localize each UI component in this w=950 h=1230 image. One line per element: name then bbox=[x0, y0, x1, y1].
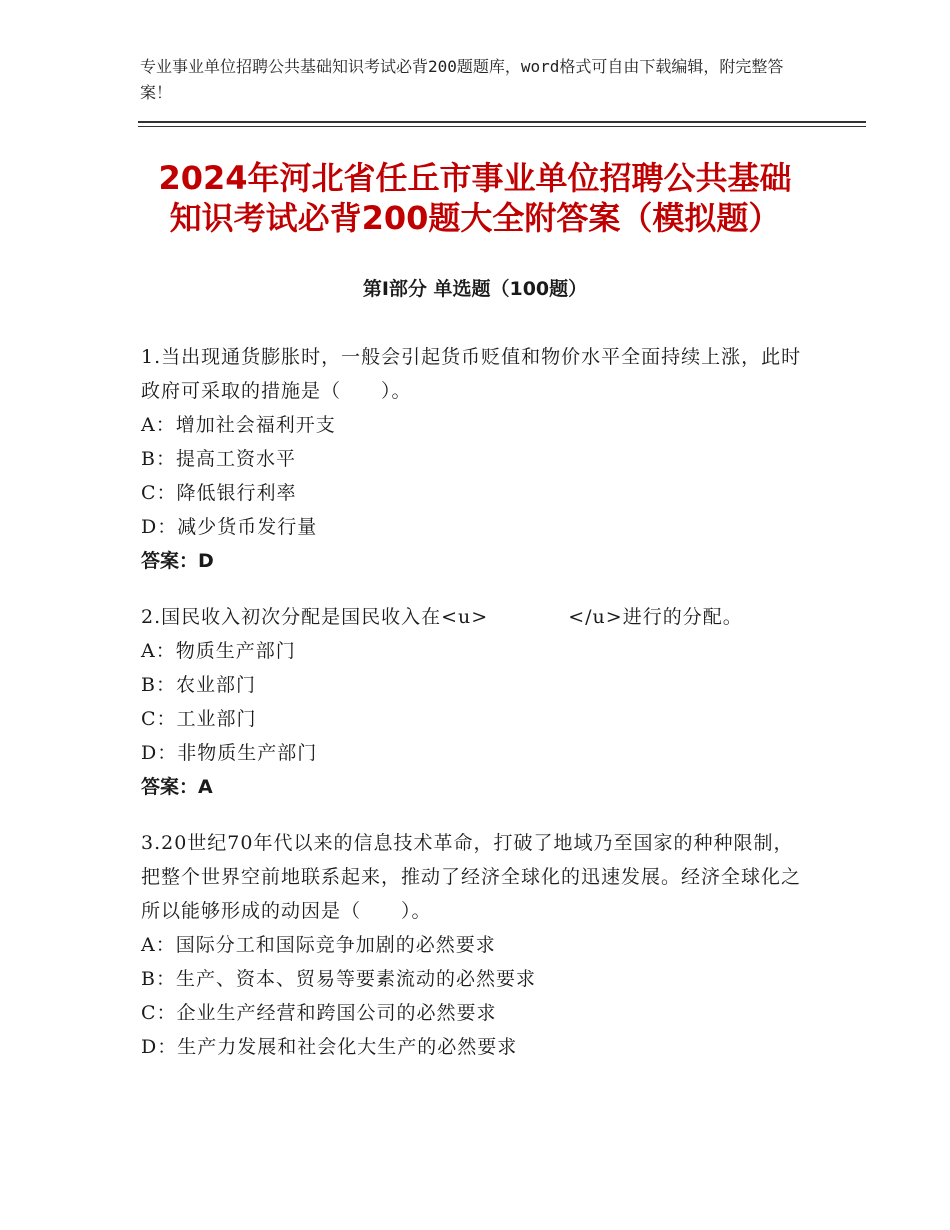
question-list bbox=[141, 340, 811, 1086]
option-a: A：增加社会福利开支 bbox=[141, 414, 336, 436]
question-stem: 1.当出现通货膨胀时，一般会引起货币贬值和物价水平全面持续上涨，此时政府可采取的措施是（ ）。 bbox=[141, 346, 802, 402]
option-d: D：减少货币发行量 bbox=[141, 516, 318, 538]
answer-label: 答案：A bbox=[141, 776, 213, 798]
question-2 bbox=[141, 600, 811, 804]
answer-label: 答案：D bbox=[141, 550, 214, 572]
option-c: C：降低银行利率 bbox=[141, 482, 297, 504]
option-d: D：生产力发展和社会化大生产的必然要求 bbox=[141, 1036, 518, 1058]
option-d: D：非物质生产部门 bbox=[141, 742, 318, 764]
section-title: 第Ⅰ部分 单选题（100题） bbox=[362, 278, 588, 300]
question-stem bbox=[141, 600, 811, 634]
question-1 bbox=[141, 340, 811, 578]
header-divider-thin bbox=[138, 126, 866, 127]
option-a: A：物质生产部门 bbox=[141, 640, 296, 662]
option-c: C：工业部门 bbox=[141, 708, 257, 730]
title-line-1: 2024年河北省任丘市事业单位招聘公共基础 bbox=[158, 159, 792, 197]
question-3 bbox=[141, 826, 811, 1064]
option-a: A：国际分工和国际竞争加剧的必然要求 bbox=[141, 934, 496, 956]
document-title bbox=[100, 158, 850, 238]
option-c: C：企业生产经营和跨国公司的必然要求 bbox=[141, 1002, 497, 1024]
header-divider bbox=[138, 121, 866, 123]
stem-before-blank: 2.国民收入初次分配是国民收入在<u> bbox=[141, 606, 489, 628]
page-header: 专业事业单位招聘公共基础知识考试必背200题题库，word格式可自由下载编辑，附完整答案！ bbox=[140, 57, 784, 102]
stem-after-blank: </u>进行的分配。 bbox=[568, 606, 743, 628]
question-stem: 3.20世纪70年代以来的信息技术革命，打破了地域乃至国家的种种限制，把整个世界空前地联系起来，推动了经济全球化的迅速发展。经济全球化之所以能够形成的动因是（ ）。 bbox=[141, 832, 802, 922]
option-b: B：生产、资本、贸易等要素流动的必然要求 bbox=[141, 968, 536, 990]
option-b: B：农业部门 bbox=[141, 674, 256, 696]
option-b: B：提高工资水平 bbox=[141, 448, 296, 470]
title-line-2: 知识考试必背200题大全附答案（模拟题） bbox=[169, 199, 781, 237]
